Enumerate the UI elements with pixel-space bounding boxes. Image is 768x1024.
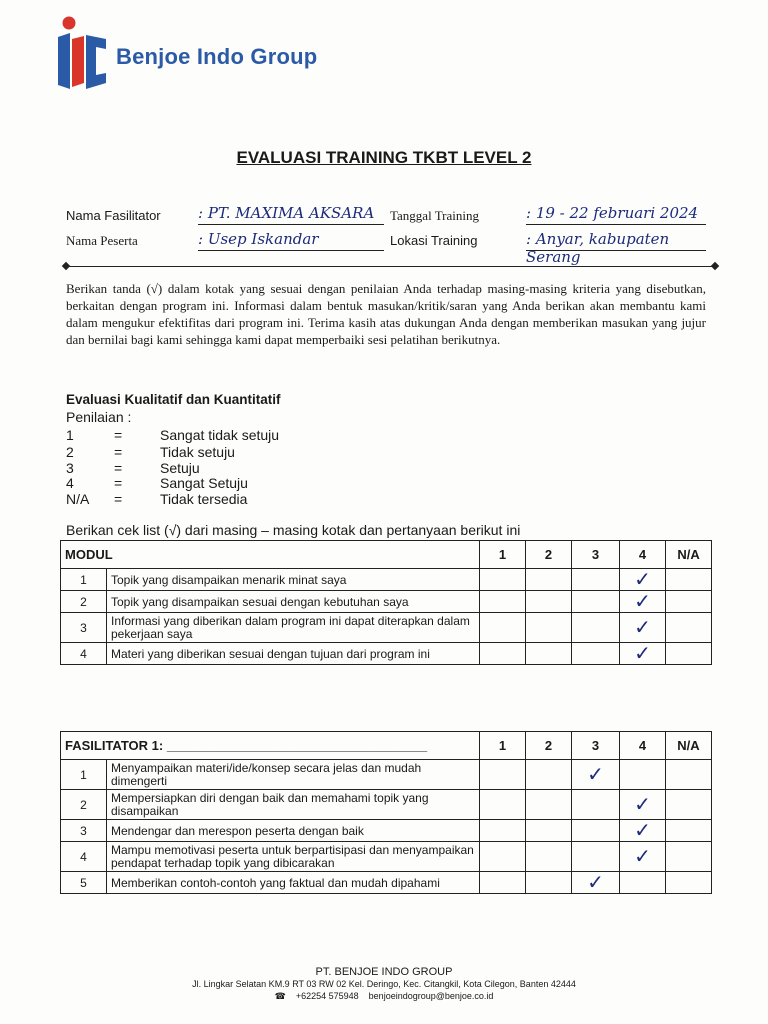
col-2: 2 [526, 541, 572, 569]
intro-paragraph: Berikan tanda (√) dalam kotak yang sesuai dengan penilaian Anda terhadap masing-masing kriteria yang disebutkan, berkaitan dengan program ini. Informasi dalam bentuk masukan/kritik/saran yang Anda berikan akan membantu kami dalam mengukur efektifitas dari program ini. Terima kasih atas dukungan Anda dengan memberikan masukan yang jujur dan bernilai bagi kami sehingga kami dapat memperbaiki sesi pelatihan berikutnya. [66, 281, 706, 347]
facilitator-value: : PT. MAXIMA AKSARA [198, 204, 384, 225]
check-mark-icon: ✓ [587, 869, 604, 894]
col-na: N/A [666, 732, 712, 760]
fasilitator-header: FASILITATOR 1: ____________________________________ [61, 732, 480, 760]
check-mark-icon: ✓ [634, 566, 651, 591]
table-row: 3 Informasi yang diberikan dalam program ini dapat diterapkan dalam pekerjaan saya ✓ [61, 613, 712, 643]
table-row: 1 Menyampaikan materi/ide/konsep secara jelas dan mudah dimengerti ✓ [61, 760, 712, 790]
footer-company: PT. BENJOE INDO GROUP [315, 966, 453, 978]
check-mark-icon: ✓ [634, 588, 651, 613]
rating-heading: Penilaian : [66, 409, 132, 425]
facilitator-label: Nama Fasilitator [66, 208, 161, 223]
col-3: 3 [572, 732, 620, 760]
check-mark-icon: ✓ [634, 843, 651, 868]
col-3: 3 [572, 541, 620, 569]
footer-phone: +62254 575948 [295, 991, 359, 1001]
instruction-text: Berikan cek list (√) dari masing – masing kotak dan pertanyaan berikut ini [66, 522, 521, 538]
brand-name: Benjoe Indo Group [116, 44, 318, 69]
col-4: 4 [620, 732, 666, 760]
date-value: : 19 - 22 februari 2024 [526, 204, 706, 225]
evaluation-title: Evaluasi Kualitatif dan Kuantitatif [66, 392, 281, 407]
participant-label: Nama Peserta [66, 233, 138, 248]
footer-address: Jl. Lingkar Selatan KM.9 RT 03 RW 02 Kel. Deringo, Kec. Citangkil, Kota Cilegon, Banten 42444 [192, 979, 576, 989]
table-row: 2 Topik yang disampaikan sesuai dengan kebutuhan saya ✓ [61, 591, 712, 613]
check-mark-icon: ✓ [634, 817, 651, 842]
table-row: 4 Mampu memotivasi peserta untuk berpartisipasi dan menyampaikan pendapat terhadap topik yang dibicarakan ✓ [61, 842, 712, 872]
page-title: EVALUASI TRAINING TKBT LEVEL 2 [236, 148, 532, 167]
modul-table [60, 540, 712, 665]
fasilitator-table [60, 731, 712, 894]
footer [0, 966, 768, 1002]
diamond-right-icon [711, 262, 719, 270]
col-1: 1 [480, 732, 526, 760]
col-1: 1 [480, 541, 526, 569]
phone-icon: ☎ [274, 991, 286, 1001]
participant-value: : Usep Iskandar [198, 230, 384, 251]
footer-email[interactable]: benjoeindogroup@benjoe.co.id [368, 991, 494, 1001]
col-na: N/A [666, 541, 712, 569]
modul-header: MODUL [61, 541, 480, 569]
table-row: 3 Mendengar dan merespon peserta dengan baik ✓ [61, 820, 712, 842]
col-2: 2 [526, 732, 572, 760]
bjc-logo-icon [50, 15, 112, 95]
table-row: 2 Mempersiapkan diri dengan baik dan memahami topik yang disampaikan ✓ [61, 790, 712, 820]
separator-line [66, 266, 716, 267]
diamond-left-icon [62, 262, 70, 270]
date-label: Tanggal Training [390, 208, 480, 223]
check-mark-icon: ✓ [634, 791, 651, 816]
check-mark-icon: ✓ [587, 761, 604, 786]
location-label: Lokasi Training [390, 233, 478, 248]
check-mark-icon: ✓ [634, 614, 651, 639]
table-row: 5 Memberikan contoh-contoh yang faktual dan mudah dipahami ✓ [61, 872, 712, 894]
check-mark-icon: ✓ [634, 640, 651, 665]
table-row: 4 Materi yang diberikan sesuai dengan tujuan dari program ini ✓ [61, 643, 712, 665]
location-value: : Anyar, kabupaten Serang [526, 230, 706, 251]
table-row: 1 Topik yang disampaikan menarik minat saya ✓ [61, 569, 712, 591]
col-4: 4 [620, 541, 666, 569]
